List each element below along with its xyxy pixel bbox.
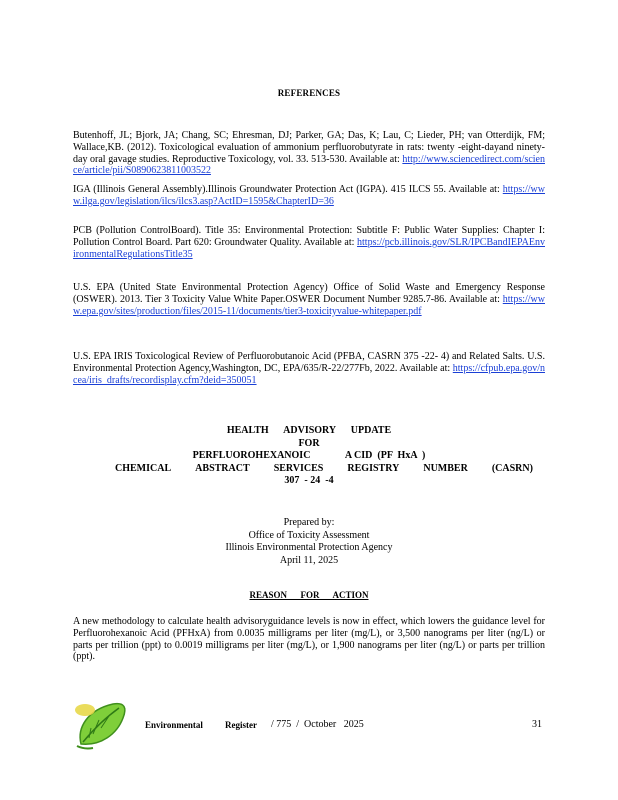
cas-word: CHEMICAL — [115, 462, 172, 474]
footer-journal-name: Environmental — [145, 720, 203, 730]
footer-register: Register — [225, 720, 257, 730]
reason-body: A new methodology to calculate health advisoryguidance levels is now in effect, which lowers the guidance level for Perfluorohexanoic Acid (PFHxA) from 0.0035 milligrams per liter (mg/L), or 3,500 nanograms per liter (ng/L) or parts per trillion (ppt) to 0.0019 milligrams per liter (mg/L), or 1,900 nanograms per liter (ng/L) or parts per trillion (ppt). — [73, 616, 545, 663]
cas-line — [0, 463, 618, 476]
reference-link[interactable]: https://pcb.illinois.gov/SLR/IPCBandIEPAEnvironmentalRegulationsTitle35 — [73, 236, 545, 260]
footer-volume: / 775 / October 2025 — [271, 719, 364, 730]
cas-word: (CASRN) — [491, 462, 533, 474]
casrn-number: 307 - 24 -4 — [284, 475, 334, 486]
advisory-line: HEALTH ADVISORY UPDATE — [226, 425, 392, 436]
reason-heading-text: REASON FOR ACTION — [249, 590, 369, 600]
reference-text: Butenhoff, JL; Bjork, JA; Chang, SC; Ehresman, DJ; Parker, GA; Das, K; Lau, C; Lieder, PH; van Otterdijk, FM; Wallace,KB. (2012). Toxicological evaluation of ammonium perfluorobutyrate in rats: twenty -eight-dayand ninety-day oral gavage studies. Reproductive Toxicology, vol. 33. 513-530. Available at: — [73, 130, 545, 165]
cas-word: ABSTRACT — [195, 462, 250, 474]
reference-item — [73, 282, 545, 317]
prepared-line: Illinois Environmental Protection Agency — [225, 542, 393, 553]
reference-link[interactable]: https://www.epa.gov/sites/production/files/2015-11/documents/tier3-toxicityvalue-whitepaper.pdf — [73, 293, 545, 317]
prepared-line: Office of Toxicity Assessment — [248, 529, 370, 541]
reason-heading — [0, 590, 618, 600]
page-footer — [0, 694, 618, 754]
cas-word: REGISTRY — [347, 462, 400, 474]
page-number: 31 — [532, 719, 542, 730]
reference-item — [73, 184, 545, 208]
reference-link[interactable]: https://www.ilga.gov/legislation/ilcs/ilcs3.asp?ActID=1595&ChapterID=36 — [73, 184, 545, 207]
reference-item — [73, 351, 545, 386]
reference-text: U.S. EPA IRIS Toxicological Review of Perfluorobutanoic Acid (PFBA, CASRN 375 -22- 4) and Related Salts. U.S. Environmental Protection Agency,Washington, DC, EPA/635/R-22/277Fb, 2022. Available at: — [73, 351, 545, 374]
prepared-by-block — [0, 517, 618, 567]
advisory-line: FOR — [298, 437, 320, 449]
prepared-line: Prepared by: — [283, 517, 335, 528]
reference-text: U.S. EPA (United State Environmental Protection Agency) Office of Solid Waste and Emergency Response (OSWER). 2013. Tier 3 Toxicity Value White Paper.OSWER Document Number 9285.7-86. Available at: — [73, 282, 545, 305]
prepared-date: April 11, 2025 — [279, 554, 339, 566]
cas-word: SERVICES — [273, 462, 324, 474]
reference-link[interactable]: http://www.sciencedirect.com/science/article/pii/S0890623811003522 — [73, 153, 545, 177]
references-title: REFERENCES — [277, 88, 341, 98]
reference-item — [73, 130, 545, 177]
reference-text: IGA (Illinois General Assembly).Illinois Groundwater Protection Act (IGPA). 415 ILCS 55. Available at: — [73, 184, 503, 195]
reference-link[interactable]: https://cfpub.epa.gov/ncea/iris_drafts/recordisplay.cfm?deid=350051 — [73, 362, 545, 386]
advisory-line: PERFLUOROHEXANOIC A CID (PF HxA ) — [192, 450, 426, 461]
leaf-logo-icon — [73, 700, 129, 752]
health-advisory-title — [0, 425, 618, 488]
reference-text: PCB (Pollution ControlBoard). Title 35: Environmental Protection: Subtitle F: Public Water Supplies: Chapter I: Pollution Control Board. Part 620: Groundwater Quality. Available at: — [73, 225, 545, 248]
reference-item — [73, 225, 545, 260]
cas-word: NUMBER — [423, 462, 468, 474]
